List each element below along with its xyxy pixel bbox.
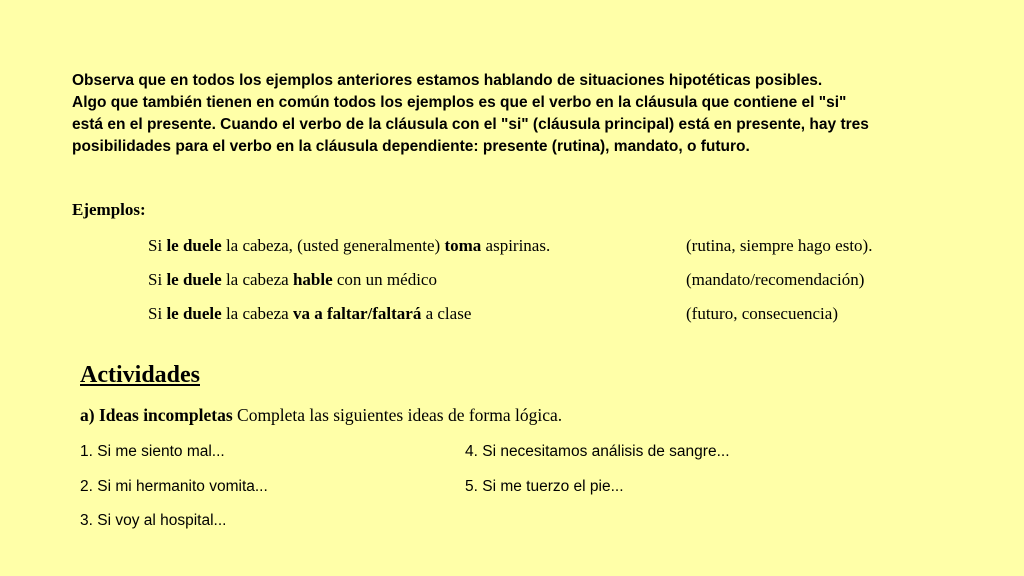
example-end: a clase (421, 304, 472, 323)
intro-line: posibilidades para el verbo en la cláusula dependiente: presente (rutina), mandato, o futuro. (72, 138, 750, 155)
task-instruction (80, 405, 562, 426)
intro-paragraph (72, 70, 952, 158)
activity-item: 2. Si mi hermanito vomita... (80, 478, 268, 495)
example-si: Si (148, 270, 167, 289)
example-middle: la cabeza (221, 304, 293, 323)
activity-item: 4. Si necesitamos análisis de sangre... (465, 443, 730, 460)
example-end: con un médico (332, 270, 437, 289)
example-verb-dependent: toma (444, 236, 482, 255)
example-si: Si (148, 304, 167, 323)
intro-line: Algo que también tienen en común todos los ejemplos es que el verbo en la cláusula que contiene el "si" (72, 94, 847, 111)
activity-item: 3. Si voy al hospital... (80, 512, 227, 529)
example-middle: la cabeza, (usted generalmente) (221, 236, 445, 255)
example-note: (futuro, consecuencia) (686, 304, 838, 323)
task-text: Completa las siguientes ideas de forma lógica. (232, 405, 563, 425)
example-note: (rutina, siempre hago esto). (686, 236, 873, 255)
example-verb-main: le duele (166, 304, 222, 323)
example-si: Si (148, 236, 167, 255)
activities-title: Actividades (80, 362, 200, 388)
example-middle: la cabeza (221, 270, 293, 289)
example-verb-dependent: va a faltar/faltará (292, 304, 422, 323)
examples-heading: Ejemplos: (72, 200, 146, 219)
activity-item: 1. Si me siento mal... (80, 443, 225, 460)
example-verb-main: le duele (166, 270, 222, 289)
example-note: (mandato/recomendación) (686, 270, 865, 289)
activity-item: 5. Si me tuerzo el pie... (465, 478, 624, 495)
example-verb-dependent: hable (292, 270, 333, 289)
intro-line: Observa que en todos los ejemplos anteriores estamos hablando de situaciones hipotéticas posibles. (72, 72, 823, 89)
example-row (148, 270, 865, 290)
task-label: a) Ideas incompletas (80, 405, 233, 425)
example-row (148, 304, 838, 324)
intro-line: está en el presente. Cuando el verbo de la cláusula con el "si" (cláusula principal) está en presente, hay tres (72, 116, 869, 133)
example-verb-main: le duele (166, 236, 222, 255)
example-end: aspirinas. (481, 236, 551, 255)
example-row (148, 236, 873, 256)
